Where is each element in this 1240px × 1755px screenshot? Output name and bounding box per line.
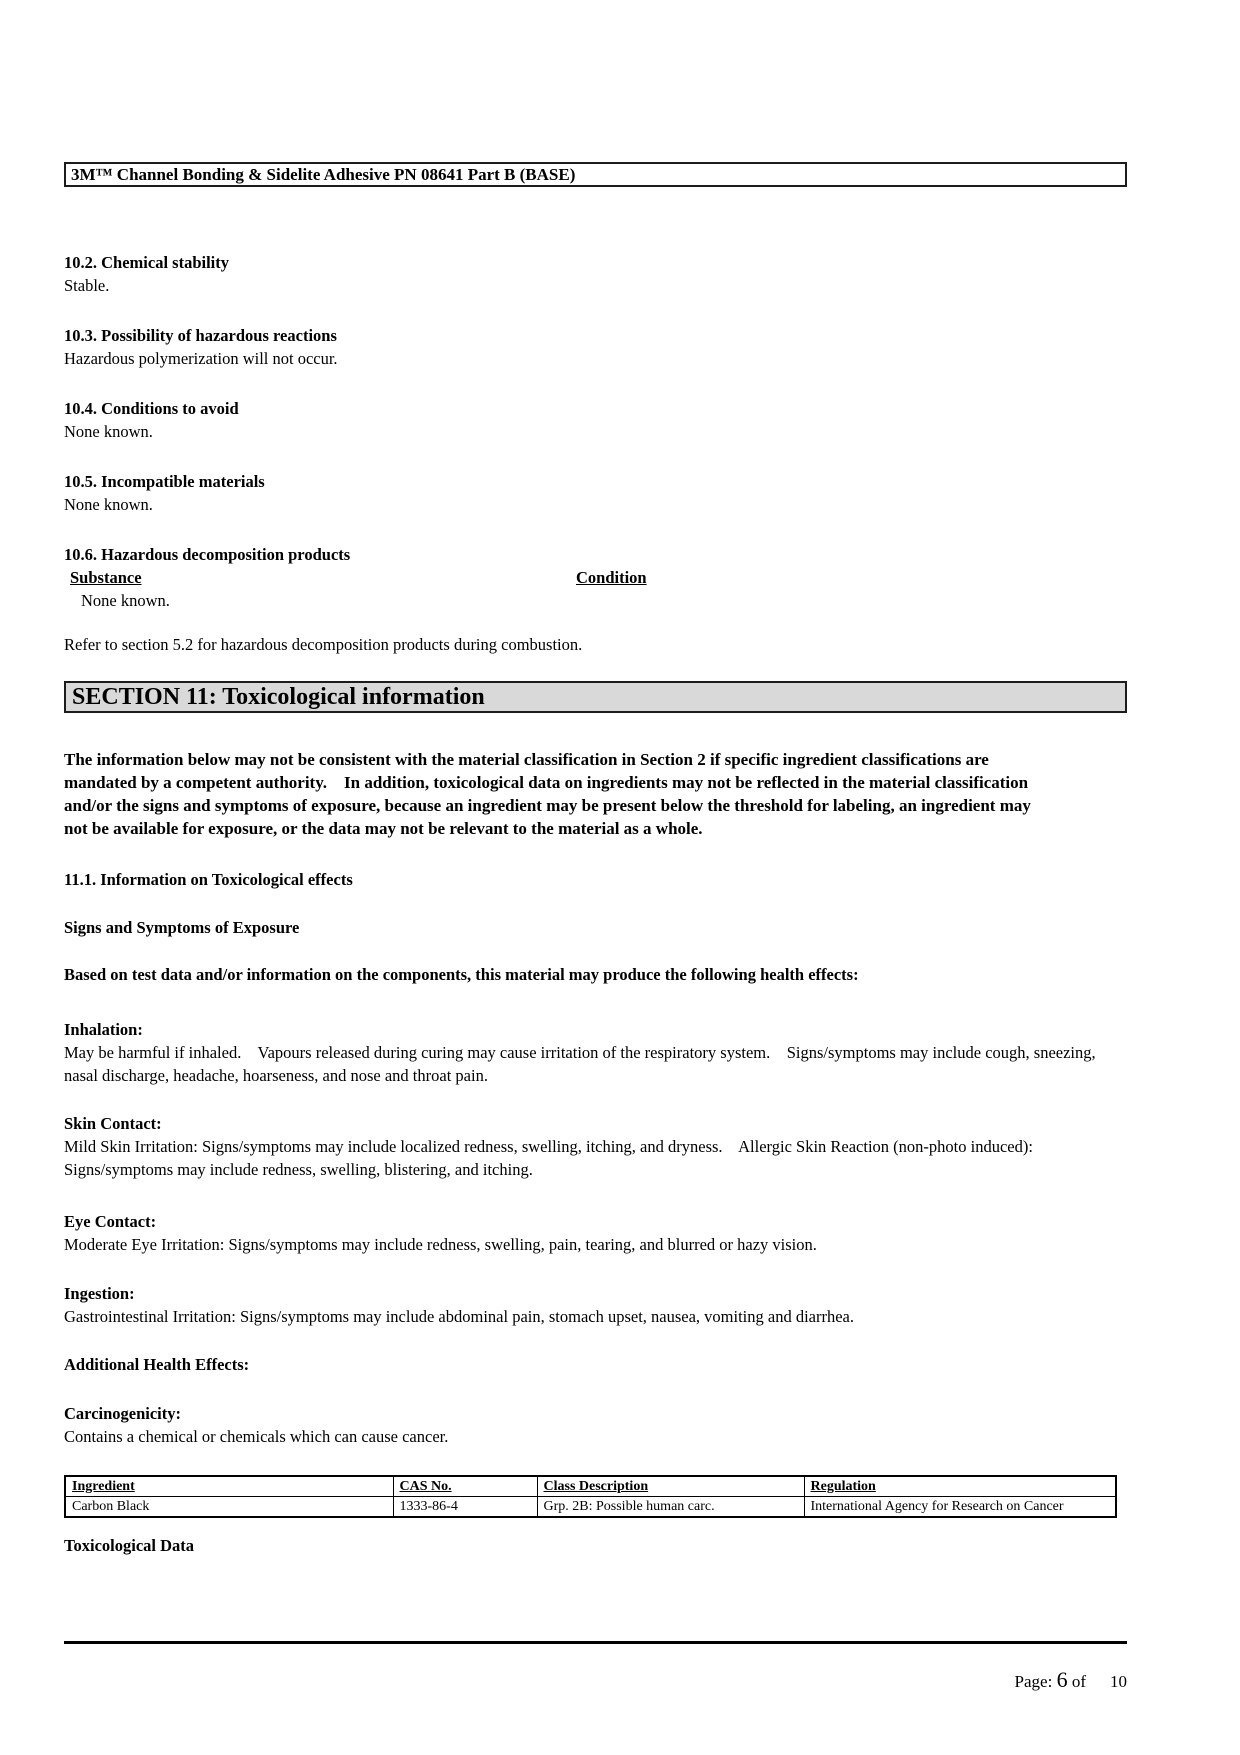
toxicology-disclaimer: The information below may not be consistent with the material classification in Section 2 if specific ingredient classifications are mandated by a competent authority. In addition, toxicological data on ingredients may not be reflected in the material classification and/or the signs and symptoms of exposure, because an ingredient may be present below the threshold for labeling, an ingredient may not be available for exposure, or the data may not be relevant to the material as a whole. <box>64 750 1036 838</box>
page-content <box>64 162 1127 1557</box>
section-10-6 <box>64 543 1127 612</box>
page-number: 6 <box>1056 1667 1068 1692</box>
effect-skin-contact <box>64 1112 1127 1181</box>
section-body: None known. <box>64 422 153 441</box>
section-heading: 10.5. Incompatible materials <box>64 472 265 491</box>
section-body: Stable. <box>64 276 110 295</box>
section-heading: 10.2. Chemical stability <box>64 253 229 272</box>
page-number-footer <box>1015 1667 1127 1695</box>
refer-note: Refer to section 5.2 for hazardous decomposition products during combustion. <box>64 635 583 654</box>
section-10-4 <box>64 397 1127 443</box>
additional-health-effects-heading: Additional Health Effects: <box>64 1355 250 1374</box>
carcinogenicity-heading: Carcinogenicity: <box>64 1404 182 1423</box>
of-label: of <box>1071 1672 1086 1691</box>
page-label: Page: <box>1014 1672 1053 1691</box>
effect-body: Gastrointestinal Irritation: Signs/symptoms may include abdominal pain, stomach upset, nausea, vomiting and diarrhea. <box>64 1307 855 1326</box>
section-10-2 <box>64 251 1127 297</box>
section-heading: 10.6. Hazardous decomposition products <box>64 545 351 564</box>
effect-body: Mild Skin Irritation: Signs/symptoms may include localized redness, swelling, itching, and dryness. Allergic Skin Reaction (non-photo induced): Signs/symptoms may include redness, swelling, blistering, and itching. <box>64 1137 1038 1179</box>
effect-inhalation <box>64 1018 1127 1087</box>
column-header-ingredient: Ingredient <box>65 1476 393 1497</box>
toxicological-data-heading: Toxicological Data <box>64 1536 195 1555</box>
section-body: None known. <box>64 495 153 514</box>
column-header-class-description: Class Description <box>537 1476 804 1497</box>
section-10-5 <box>64 470 1127 516</box>
section-11-header-bar <box>64 681 1127 713</box>
section-heading: 10.4. Conditions to avoid <box>64 399 239 418</box>
condition-column-label: Condition <box>576 568 647 587</box>
cell-cas-no: 1333-86-4 <box>393 1497 537 1518</box>
section-heading: 10.3. Possibility of hazardous reactions <box>64 326 337 345</box>
effect-heading: Inhalation: <box>64 1020 143 1039</box>
total-pages: 10 <box>1110 1672 1127 1691</box>
effect-heading: Eye Contact: <box>64 1212 157 1231</box>
subsection-11-1-heading: 11.1. Information on Toxicological effects <box>64 870 353 889</box>
effect-body: Moderate Eye Irritation: Signs/symptoms may include redness, swelling, pain, tearing, and blurred or hazy vision. <box>64 1235 817 1254</box>
carcinogenicity-body: Contains a chemical or chemicals which can cause cancer. <box>64 1427 449 1446</box>
column-header-regulation: Regulation <box>804 1476 1116 1497</box>
effect-heading: Skin Contact: <box>64 1114 162 1133</box>
signs-symptoms-heading: Signs and Symptoms of Exposure <box>64 918 300 937</box>
effect-ingestion <box>64 1282 1127 1328</box>
effect-body: May be harmful if inhaled. Vapours released during curing may cause irritation of the respiratory system. Signs/symptoms may include cough, sneezing, nasal discharge, headache, hoarseness, and nose and throat pain. <box>64 1043 1100 1085</box>
substance-column-label: Substance <box>70 568 142 587</box>
footer-divider-line <box>64 1641 1127 1644</box>
document-title-box <box>64 162 1127 187</box>
table-row <box>65 1497 1116 1518</box>
carcinogen-table-header-row <box>65 1476 1116 1497</box>
section-10-3 <box>64 324 1127 370</box>
section-11-title: SECTION 11: Toxicological information <box>72 684 485 710</box>
effect-eye-contact <box>64 1210 1127 1256</box>
cell-ingredient: Carbon Black <box>65 1497 393 1518</box>
substance-value: None known. <box>81 591 170 610</box>
cell-class-description: Grp. 2B: Possible human carc. <box>537 1497 804 1518</box>
effect-heading: Ingestion: <box>64 1284 135 1303</box>
carcinogen-table <box>64 1475 1117 1518</box>
based-on-test-data-text: Based on test data and/or information on the components, this material may produce the following health effects: <box>64 965 859 984</box>
section-body: Hazardous polymerization will not occur. <box>64 349 338 368</box>
column-header-cas-no: CAS No. <box>393 1476 537 1497</box>
carcinogenicity-block <box>64 1402 1127 1448</box>
document-title: 3M™ Channel Bonding & Sidelite Adhesive PN 08641 Part B (BASE) <box>71 165 576 184</box>
substance-condition-row <box>64 566 1127 589</box>
cell-regulation: International Agency for Research on Cancer <box>804 1497 1116 1518</box>
